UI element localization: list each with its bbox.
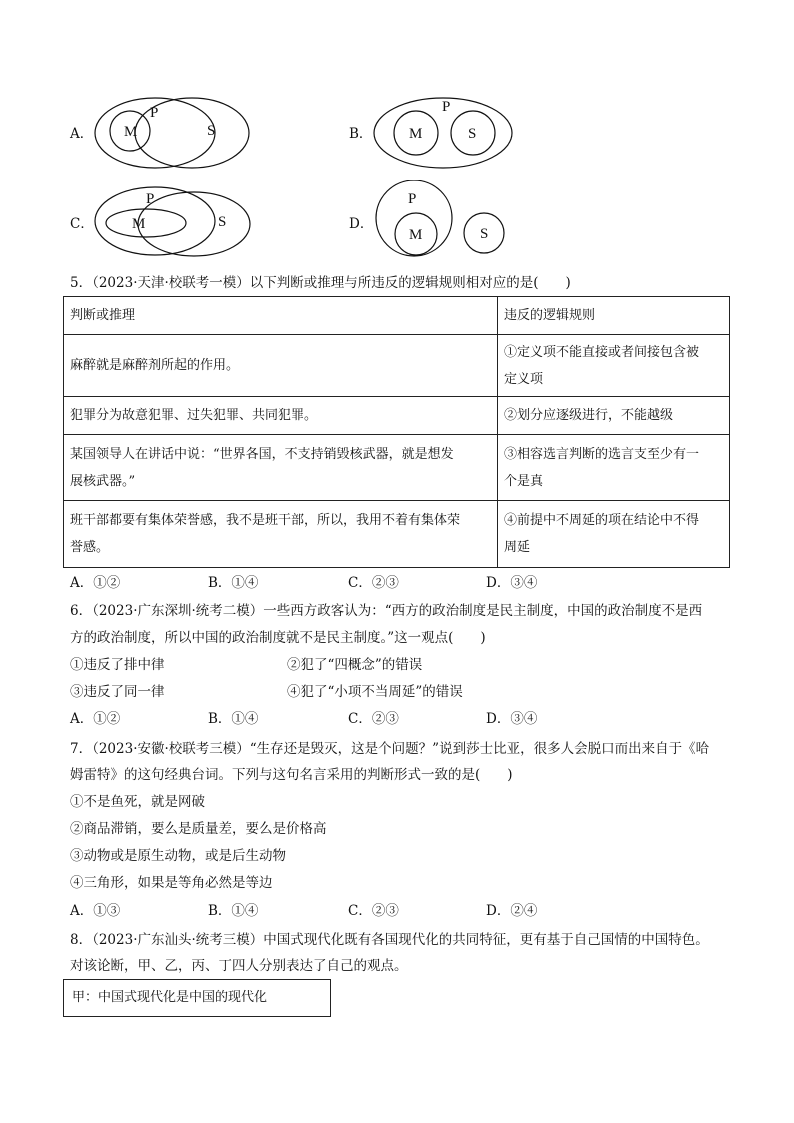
option-a-diagram (94, 96, 254, 171)
q6-choice-d[interactable]: D．③④ (486, 711, 538, 727)
q6-item-2: ②犯了“四概念”的错误 (287, 657, 423, 673)
q5-table (63, 296, 730, 568)
option-a-letter: A． (70, 126, 94, 142)
q8-stem-line-1: 8．（2023·广东汕头·统考三模）中国式现代化既有各国现代化的共同特征，更有基于自己国情的中国特色。 (70, 932, 709, 948)
q6-item-3: ③违反了同一律 (70, 684, 165, 700)
q6-choice-a[interactable]: A．①② (70, 711, 121, 727)
table-row (64, 435, 730, 501)
q7-choice-a[interactable]: A．①③ (70, 903, 121, 919)
label-m: M (124, 124, 138, 140)
q7-item-3: ③动物或是原生动物，或是后生动物 (70, 848, 286, 864)
label-p: P (146, 191, 155, 207)
q5-choice-c[interactable]: C．②③ (348, 575, 399, 591)
q8-opinion-jia: 甲：中国式现代化是中国的现代化 (72, 990, 268, 1005)
q7-stem-line-1: 7．（2023·安徽·校联考三模）“生存还是毁灭，这是个问题？”说到莎士比亚，很多人会脱口而出来自于《哈 (70, 741, 710, 757)
q8-opinion-box (63, 979, 331, 1017)
circle-p (95, 187, 215, 255)
table-row (64, 501, 730, 568)
q7-choice-c[interactable]: C．②③ (348, 903, 399, 919)
q7-choice-d[interactable]: D．②④ (486, 903, 538, 919)
q6-stem-line-1: 6．（2023·广东深圳·统考二模）一些西方政客认为：“西方的政治制度是民主制度，中国的政治制度不是西 (70, 603, 703, 619)
option-b-letter: B． (349, 126, 373, 142)
q6-choice-b[interactable]: B．①④ (208, 711, 259, 727)
q8-stem-line-2: 对该论断，甲、乙，丙、丁四人分别表达了自己的观点。 (70, 958, 408, 974)
option-b-diagram (372, 96, 517, 171)
q6-item-1: ①违反了排中律 (70, 657, 165, 673)
label-s: S (207, 123, 216, 139)
q5-choice-d[interactable]: D．③④ (486, 575, 538, 591)
option-d-diagram (372, 180, 507, 258)
row-3-judgment: 某国领导人在讲话中说：“世界各国，不支持销毁核武器，就是想发 展核武器。” (64, 435, 498, 501)
q7-choice-b[interactable]: B．①④ (208, 903, 259, 919)
row-2-judgment: 犯罪分为故意犯罪、过失犯罪、共同犯罪。 (64, 397, 498, 435)
q6-stem-line-2: 方的政治制度，所以中国的政治制度就不是民主制度。”这一观点( ) (70, 630, 486, 646)
row-2-rule: ②划分应逐级进行，不能越级 (498, 397, 730, 435)
q7-item-4: ④三角形，如果是等角必然是等边 (70, 875, 273, 891)
header-rule: 违反的逻辑规则 (498, 297, 730, 335)
row-4-judgment: 班干部都要有集体荣誉感，我不是班干部，所以，我用不着有集体荣 誉感。 (64, 501, 498, 568)
q5-stem: 5．（2023·天津·校联考一模）以下判断或推理与所违反的逻辑规则相对应的是( ) (70, 275, 571, 291)
row-4-rule: ④前提中不周延的项在结论中不得 周延 (498, 501, 730, 568)
table-row (64, 397, 730, 435)
q6-choice-c[interactable]: C．②③ (348, 711, 399, 727)
row-1-judgment: 麻醉就是麻醉剂所起的作用。 (64, 335, 498, 397)
q5-choice-b[interactable]: B．①④ (208, 575, 259, 591)
row-3-rule: ③相容选言判断的选言支至少有一 个是真 (498, 435, 730, 501)
q6-item-4: ④犯了“小项不当周延”的错误 (287, 684, 463, 700)
label-s: S (468, 126, 477, 142)
circle-m (106, 209, 186, 237)
row-1-rule: ①定义项不能直接或者间接包含被 定义项 (498, 335, 730, 397)
label-m: M (132, 216, 146, 232)
table-row (64, 335, 730, 397)
label-s: S (480, 226, 489, 242)
q7-stem-line-2: 姆雷特》的这句经典台词。下列与这句名言采用的判断形式一致的是( ) (70, 767, 513, 783)
table-header-row (64, 297, 730, 335)
q7-item-1: ①不是鱼死，就是网破 (70, 794, 205, 810)
q7-item-2: ②商品滞销，要么是质量差，要么是价格高 (70, 821, 327, 837)
option-d-letter: D． (349, 216, 374, 232)
label-p: P (442, 99, 451, 115)
label-m: M (409, 126, 423, 142)
q5-choice-a[interactable]: A．①② (70, 575, 121, 591)
label-m: M (409, 227, 423, 243)
label-p: P (408, 191, 417, 207)
option-c-letter: C． (70, 216, 94, 232)
label-s: S (218, 214, 227, 230)
header-judgment: 判断或推理 (64, 297, 498, 335)
option-c-diagram (94, 184, 254, 259)
label-p: P (150, 105, 159, 121)
